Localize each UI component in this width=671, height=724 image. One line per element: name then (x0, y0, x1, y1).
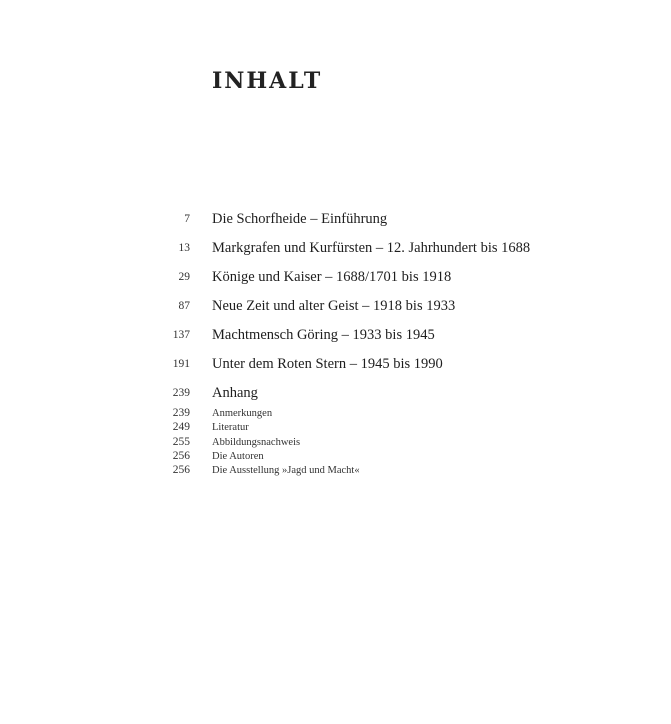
toc-chapter-title: Markgrafen und Kurfürsten – 12. Jahrhundert bis 1688 (212, 240, 531, 256)
toc-page-number: 7 (184, 213, 190, 225)
toc-entry[interactable] (0, 240, 671, 269)
toc-entry[interactable] (0, 298, 671, 327)
toc-subentry-title: Die Ausstellung »Jagd und Macht« (212, 465, 360, 477)
toc-subentry[interactable] (0, 421, 671, 435)
toc-subentry-title: Anmerkungen (212, 408, 273, 419)
toc-chapter-title: Könige und Kaiser – 1688/1701 bis 1918 (212, 269, 452, 285)
toc-subentry[interactable] (0, 464, 671, 478)
table-of-contents (0, 211, 671, 385)
toc-appendix (0, 385, 671, 478)
toc-chapter-title: Neue Zeit und alter Geist – 1918 bis 1933 (212, 298, 456, 314)
toc-chapter-title: Unter dem Roten Stern – 1945 bis 1990 (212, 356, 443, 372)
toc-page-number: 13 (178, 242, 190, 254)
toc-subentry-title: Die Autoren (212, 450, 264, 462)
toc-entry[interactable] (0, 356, 671, 385)
toc-entry[interactable] (0, 269, 671, 298)
toc-appendix-heading[interactable] (0, 385, 671, 401)
toc-chapter-title: Machtmensch Göring – 1933 bis 1945 (212, 327, 435, 343)
toc-page-number: 137 (172, 329, 190, 341)
page-title: INHALT (212, 68, 323, 94)
toc-page-number: 249 (172, 421, 190, 434)
toc-page-number: 256 (172, 449, 190, 462)
toc-page-number: 239 (172, 387, 190, 399)
toc-chapter-title: Die Schorfheide – Einführung (212, 211, 388, 227)
toc-entry[interactable] (0, 327, 671, 356)
toc-page-number: 255 (172, 435, 190, 448)
toc-entry[interactable] (0, 211, 671, 240)
toc-page-number: 256 (172, 464, 190, 477)
toc-page-number: 87 (178, 300, 190, 312)
toc-subentry-title: Abbildungsnachweis (212, 436, 301, 448)
toc-page-number: 29 (178, 271, 190, 283)
toc-subentry[interactable] (0, 407, 671, 421)
toc-appendix-title: Anhang (212, 385, 258, 401)
toc-page-number: 239 (172, 407, 190, 419)
toc-subentry[interactable] (0, 450, 671, 464)
toc-subentry-title: Literatur (212, 422, 249, 434)
toc-page-number: 191 (172, 358, 190, 370)
toc-subentry[interactable] (0, 436, 671, 450)
